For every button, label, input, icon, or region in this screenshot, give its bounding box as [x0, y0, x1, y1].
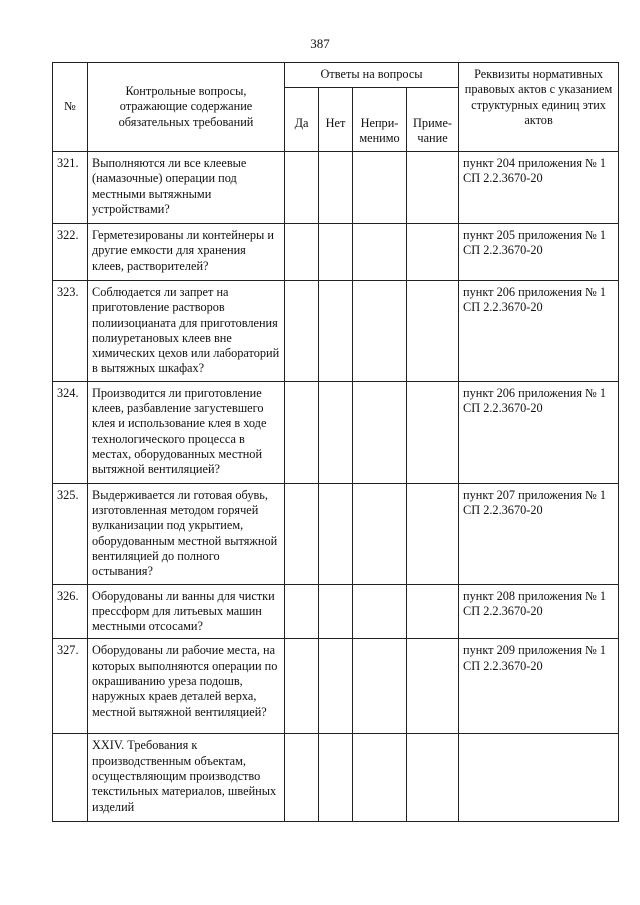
row-number: 322. — [53, 224, 88, 281]
page-number: 387 — [310, 36, 330, 51]
row-number: 326. — [53, 584, 88, 639]
answer-yes-cell[interactable] — [285, 639, 319, 734]
answer-na-cell[interactable] — [353, 224, 407, 281]
answer-note-cell[interactable] — [407, 152, 459, 224]
answer-no-cell[interactable] — [319, 639, 353, 734]
header-question: Контрольные вопросы, отражающие содержание обязательных требований — [88, 63, 285, 152]
answer-yes-cell[interactable] — [285, 281, 319, 382]
row-question: Выполняются ли все клеевые (намазочные) операции под местными вытяжными устройствами? — [88, 152, 285, 224]
answer-no-cell[interactable] — [319, 152, 353, 224]
answer-no-cell[interactable] — [319, 224, 353, 281]
row-question: Производится ли приготовление клеев, разбавление загустевшего клея и использование клея в ходе технологического процесса в местах, оборудованных местной вытяжной вентиляцией? — [88, 381, 285, 483]
answer-no-cell[interactable] — [319, 281, 353, 382]
row-requisites: пункт 205 приложения № 1 СП 2.2.3670-20 — [459, 224, 619, 281]
header-requisites: Реквизиты нормативных правовых актов с указанием структурных единиц этих актов — [459, 63, 619, 152]
header-yes: Да — [285, 88, 319, 152]
answer-note-cell[interactable] — [407, 639, 459, 734]
answer-na-cell[interactable] — [353, 152, 407, 224]
answer-na-cell[interactable] — [353, 639, 407, 734]
row-question: Оборудованы ли рабочие места, на которых выполняются операции по окрашиванию уреза подошв, наружных краев деталей верха, местной вытяжной вентиляцией? — [88, 639, 285, 734]
answer-note-cell[interactable] — [407, 381, 459, 483]
row-question: Выдерживается ли готовая обувь, изготовленная методом горячей вулканизации под укрытием, оборудованным местной вытяжной вентиляцией до полного остывания? — [88, 483, 285, 584]
row-requisites: пункт 206 приложения № 1 СП 2.2.3670-20 — [459, 281, 619, 382]
answer-note-cell[interactable] — [407, 224, 459, 281]
answer-note-cell[interactable] — [407, 281, 459, 382]
answer-no-cell[interactable] — [319, 584, 353, 639]
row-question: Соблюдается ли запрет на приготовление растворов полиизоцианата для приготовления полиуретановых клеев вне химических цехов или лабораторий в вытяжных шкафах? — [88, 281, 285, 382]
row-question: Герметезированы ли контейнеры и другие емкости для хранения клеев, растворителей? — [88, 224, 285, 281]
answer-na-cell[interactable] — [353, 483, 407, 584]
checklist-table — [52, 62, 619, 822]
section-requisites-cell — [459, 734, 619, 822]
section-number-cell — [53, 734, 88, 822]
answer-na-cell — [353, 734, 407, 822]
answer-note-cell[interactable] — [407, 584, 459, 639]
row-number: 321. — [53, 152, 88, 224]
table-row — [53, 639, 619, 734]
row-number: 323. — [53, 281, 88, 382]
answer-na-cell[interactable] — [353, 281, 407, 382]
answer-yes-cell[interactable] — [285, 381, 319, 483]
answer-yes-cell[interactable] — [285, 483, 319, 584]
header-row — [53, 63, 619, 88]
table-row — [53, 152, 619, 224]
answer-note-cell — [407, 734, 459, 822]
section-title: XXIV. Требования к производственным объектам, осуществляющим производство текстильных материалов, швейных изделий — [88, 734, 285, 822]
row-requisites: пункт 209 приложения № 1 СП 2.2.3670-20 — [459, 639, 619, 734]
row-requisites: пункт 206 приложения № 1 СП 2.2.3670-20 — [459, 381, 619, 483]
row-number: 325. — [53, 483, 88, 584]
answer-no-cell[interactable] — [319, 483, 353, 584]
header-not-applicable: Непри- менимо — [353, 88, 407, 152]
answer-na-cell[interactable] — [353, 381, 407, 483]
row-number: 327. — [53, 639, 88, 734]
answer-no-cell — [319, 734, 353, 822]
answer-yes-cell[interactable] — [285, 584, 319, 639]
table-row — [53, 281, 619, 382]
answer-no-cell[interactable] — [319, 381, 353, 483]
section-row — [53, 734, 619, 822]
answer-note-cell[interactable] — [407, 483, 459, 584]
header-num: № — [53, 63, 88, 152]
row-requisites: пункт 207 приложения № 1 СП 2.2.3670-20 — [459, 483, 619, 584]
table-row — [53, 483, 619, 584]
header-note: Приме- чание — [407, 88, 459, 152]
answer-na-cell[interactable] — [353, 584, 407, 639]
row-question: Оборудованы ли ванны для чистки прессформ для литьевых машин местными отсосами? — [88, 584, 285, 639]
header-answers: Ответы на вопросы — [285, 63, 459, 88]
answer-yes-cell[interactable] — [285, 152, 319, 224]
table-row — [53, 224, 619, 281]
row-requisites: пункт 204 приложения № 1 СП 2.2.3670-20 — [459, 152, 619, 224]
table-row — [53, 584, 619, 639]
answer-yes-cell — [285, 734, 319, 822]
row-number: 324. — [53, 381, 88, 483]
table-row — [53, 381, 619, 483]
answer-yes-cell[interactable] — [285, 224, 319, 281]
row-requisites: пункт 208 приложения № 1 СП 2.2.3670-20 — [459, 584, 619, 639]
header-no: Нет — [319, 88, 353, 152]
